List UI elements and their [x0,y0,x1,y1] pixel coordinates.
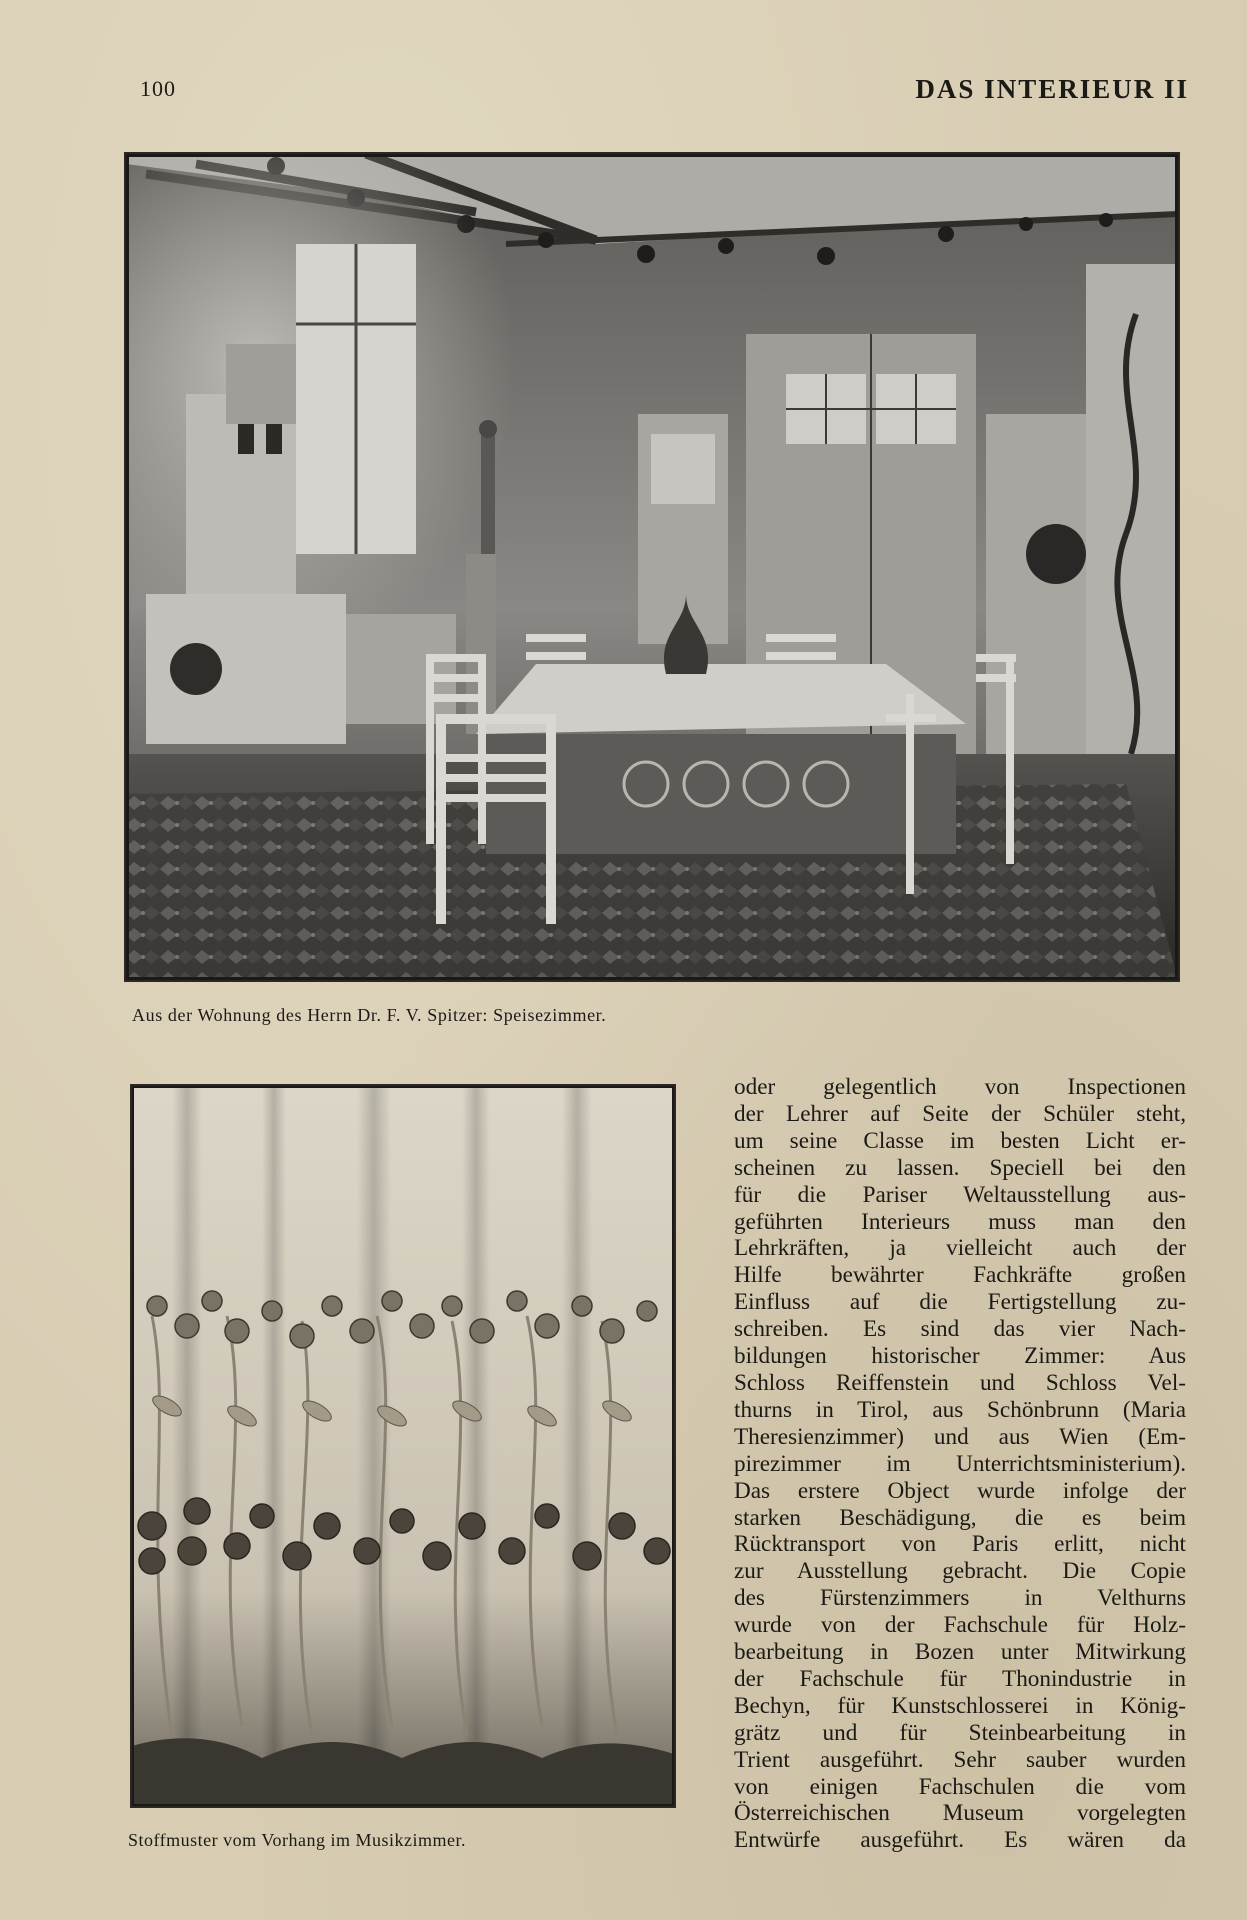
body-line: bildungen historischer Zimmer: Aus [734,1343,1186,1370]
body-line: Lehrkräften, ja vielleicht auch der [734,1235,1186,1262]
body-line: grätz und für Steinbearbeitung in [734,1719,1186,1746]
body-line: pirezimmer im Unterrichtsministerium). [734,1450,1186,1477]
body-line: schreiben. Es sind das vier Nach- [734,1316,1186,1343]
curtain-caption: Stoffmuster vom Vorhang im Musikzimmer. [128,1830,466,1850]
body-line: oder gelegentlich von Inspectionen [734,1074,1186,1100]
body-line: Rücktransport von Paris erlitt, nicht [734,1531,1186,1558]
body-line: Trient ausgeführt. Sehr sauber wurden [734,1746,1186,1773]
body-line: geführten Interieurs muss man den [734,1208,1186,1235]
running-title: DAS INTERIEUR II [915,74,1189,104]
body-line: starken Beschädigung, die es beim [734,1504,1186,1531]
body-line: Hilfe bewährter Fachkräfte großen [734,1262,1186,1289]
body-line: Schloss Reiffenstein und Schloss Vel- [734,1369,1186,1396]
body-line: Das erstere Object wurde infolge der [734,1477,1186,1504]
curtain-fabric-photo [130,1084,676,1808]
body-line: wurde von der Fachschule für Holz- [734,1612,1186,1639]
body-line: thurns in Tirol, aus Schönbrunn (Maria [734,1396,1186,1423]
body-text-column [734,1074,1186,1854]
body-line: Theresienzimmer) und aus Wien (Em- [734,1423,1186,1450]
dining-room-photo [124,152,1180,982]
body-line: um seine Classe im besten Licht er- [734,1127,1186,1154]
body-line: Einfluss auf die Fertigstellung zu- [734,1289,1186,1316]
body-line: der Fachschule für Thonindustrie in [734,1665,1186,1692]
body-line: des Fürstenzimmers in Velthurns [734,1585,1186,1612]
body-line: zur Ausstellung gebracht. Die Copie [734,1558,1186,1585]
body-line: der Lehrer auf Seite der Schüler steht, [734,1100,1186,1127]
body-line: Entwürfe ausgeführt. Es wären da [734,1827,1186,1854]
dining-room-caption: Aus der Wohnung des Herrn Dr. F. V. Spitzer: Speisezimmer. [132,1005,607,1025]
body-line: scheinen zu lassen. Speciell bei den [734,1154,1186,1181]
body-line: für die Pariser Weltausstellung aus- [734,1181,1186,1208]
body-line: bearbeitung in Bozen unter Mitwirkung [734,1639,1186,1666]
page-number: 100 [140,76,176,101]
body-line: Bechyn, für Kunstschlosserei in König- [734,1692,1186,1719]
body-line: von einigen Fachschulen die vom [734,1773,1186,1800]
body-line: Österreichischen Museum vorgelegten [734,1800,1186,1827]
